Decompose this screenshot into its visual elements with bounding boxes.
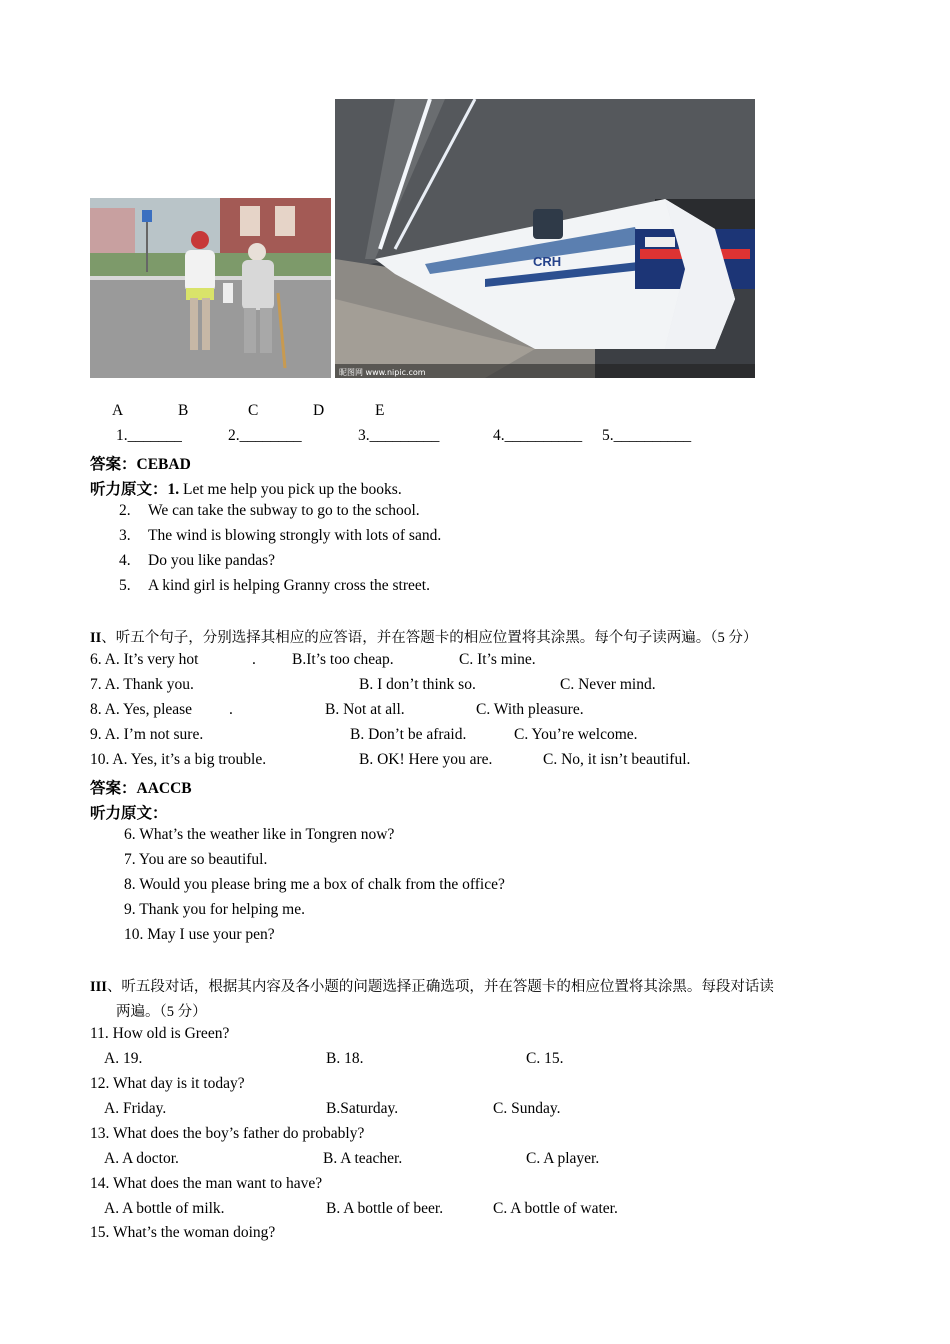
picture-letter: C	[248, 402, 259, 419]
option-b[interactable]: B. OK! Here you are.	[359, 751, 493, 768]
item-text: A kind girl is helping Granny cross the street.	[148, 577, 430, 594]
item-text: The wind is blowing strongly with lots of sand.	[148, 527, 442, 544]
image-watermark: 昵图网 www.nipic.com	[339, 368, 426, 377]
list-item	[119, 502, 420, 520]
train-crh-label: CRH	[533, 254, 562, 269]
option-c[interactable]: C. Sunday.	[493, 1100, 561, 1117]
option-b[interactable]: B.Saturday.	[326, 1100, 399, 1117]
option-b[interactable]: B. A bottle of beer.	[326, 1200, 444, 1217]
list-item: 10. May I use your pen?	[124, 926, 275, 943]
option-a[interactable]: 10. A. Yes, it’s a big trouble.	[90, 751, 267, 768]
list-item: 7. You are so beautiful.	[124, 851, 268, 868]
list-item: 6. What’s the weather like in Tongren now?	[124, 826, 395, 843]
item-num: 2.	[119, 502, 131, 519]
picture-letter: A	[112, 402, 124, 419]
section-instructions: 、听五个句子，分别选择其相应的应答语，并在答题卡的相应位置将其涂黑。每个句子读两遍。（5 分）	[101, 630, 758, 646]
list-item	[119, 577, 430, 595]
option-c[interactable]: C. A bottle of water.	[493, 1200, 618, 1217]
item-text: Do you like pandas?	[148, 552, 275, 569]
answer-blank[interactable]: 4.__________	[493, 427, 583, 444]
question-text: 11. How old is Green?	[90, 1025, 230, 1042]
item-num: 5.	[119, 577, 131, 594]
high-speed-train-photo	[335, 99, 755, 378]
option-a[interactable]: A. A doctor.	[104, 1150, 179, 1167]
item-text: We can take the subway to go to the school.	[148, 502, 420, 519]
question-text: 13. What does the boy’s father do probably?	[90, 1125, 365, 1142]
option-b[interactable]: B. I don’t think so.	[359, 676, 476, 693]
transcript-text: Let me help you pick up the books.	[183, 481, 402, 498]
item-num: 4.	[119, 552, 131, 569]
section-number: II	[90, 630, 102, 646]
answer-value: AACCB	[136, 780, 192, 797]
answer-blank[interactable]: 3._________	[358, 427, 440, 444]
option-c[interactable]: C. A player.	[526, 1150, 600, 1167]
section-number: III	[90, 979, 107, 995]
part3-heading-line2: 两遍。（5 分）	[116, 1004, 207, 1020]
option-b[interactable]: B. Not at all.	[325, 701, 405, 718]
question-text: 12. What day is it today?	[90, 1075, 245, 1092]
option-b[interactable]: B. Don’t be afraid.	[350, 726, 467, 743]
list-item	[119, 552, 275, 570]
option-c[interactable]: C. You’re welcome.	[514, 726, 638, 743]
part1-answer	[90, 452, 191, 474]
picture-letter: E	[375, 402, 385, 419]
list-item: 9. Thank you for helping me.	[124, 901, 305, 918]
picture-letter: D	[313, 402, 325, 419]
option-c[interactable]: C. No, it isn’t beautiful.	[543, 751, 691, 768]
list-item: 8. Would you please bring me a box of chalk from the office?	[124, 876, 505, 893]
transcript-num: 1.	[167, 481, 180, 498]
list-item	[119, 527, 442, 545]
part1-transcript-heading	[90, 477, 402, 499]
option-c[interactable]: C. With pleasure.	[476, 701, 584, 718]
section-instructions: 、听五段对话，根据其内容及各小题的问题选择正确选项，并在答题卡的相应位置将其涂黑。每段对话读	[106, 979, 774, 995]
answer-blank[interactable]: 1._______	[116, 427, 182, 444]
answer-label: 答案：	[90, 456, 137, 473]
answer-blank[interactable]: 5.__________	[602, 427, 692, 444]
answer-blank[interactable]: 2.________	[228, 427, 302, 444]
picture-letter: B	[178, 402, 189, 419]
option-a[interactable]: A. A bottle of milk.	[104, 1200, 225, 1217]
option-c[interactable]: C. 15.	[526, 1050, 564, 1067]
option-c[interactable]: C. It’s mine.	[459, 651, 536, 668]
answer-value: CEBAD	[136, 456, 191, 473]
part2-heading	[90, 626, 757, 647]
part2-transcript-label: 听力原文：	[90, 805, 168, 822]
option-b[interactable]: B. A teacher.	[323, 1150, 403, 1167]
option-a[interactable]: A. 19.	[104, 1050, 143, 1067]
option-b[interactable]: B. 18.	[326, 1050, 364, 1067]
transcript-label: 听力原文：	[90, 481, 168, 498]
question-text: 14. What does the man want to have?	[90, 1175, 323, 1192]
option-c[interactable]: C. Never mind.	[560, 676, 656, 693]
stray-period: .	[252, 651, 256, 668]
street-crossing-photo	[90, 198, 331, 378]
option-b[interactable]: B.It’s too cheap.	[292, 651, 394, 668]
option-a[interactable]: A. Friday.	[104, 1100, 167, 1117]
option-a[interactable]: 6. A. It’s very hot	[90, 651, 199, 668]
part2-answer	[90, 776, 192, 798]
item-num: 3.	[119, 527, 131, 544]
option-a[interactable]: 9. A. I’m not sure.	[90, 726, 204, 743]
option-a[interactable]: 8. A. Yes, please	[90, 701, 193, 718]
part3-heading	[90, 975, 774, 996]
answer-label: 答案：	[90, 780, 137, 797]
question-text: 15. What’s the woman doing?	[90, 1224, 276, 1241]
stray-period: .	[229, 701, 233, 718]
option-a[interactable]: 7. A. Thank you.	[90, 676, 194, 693]
